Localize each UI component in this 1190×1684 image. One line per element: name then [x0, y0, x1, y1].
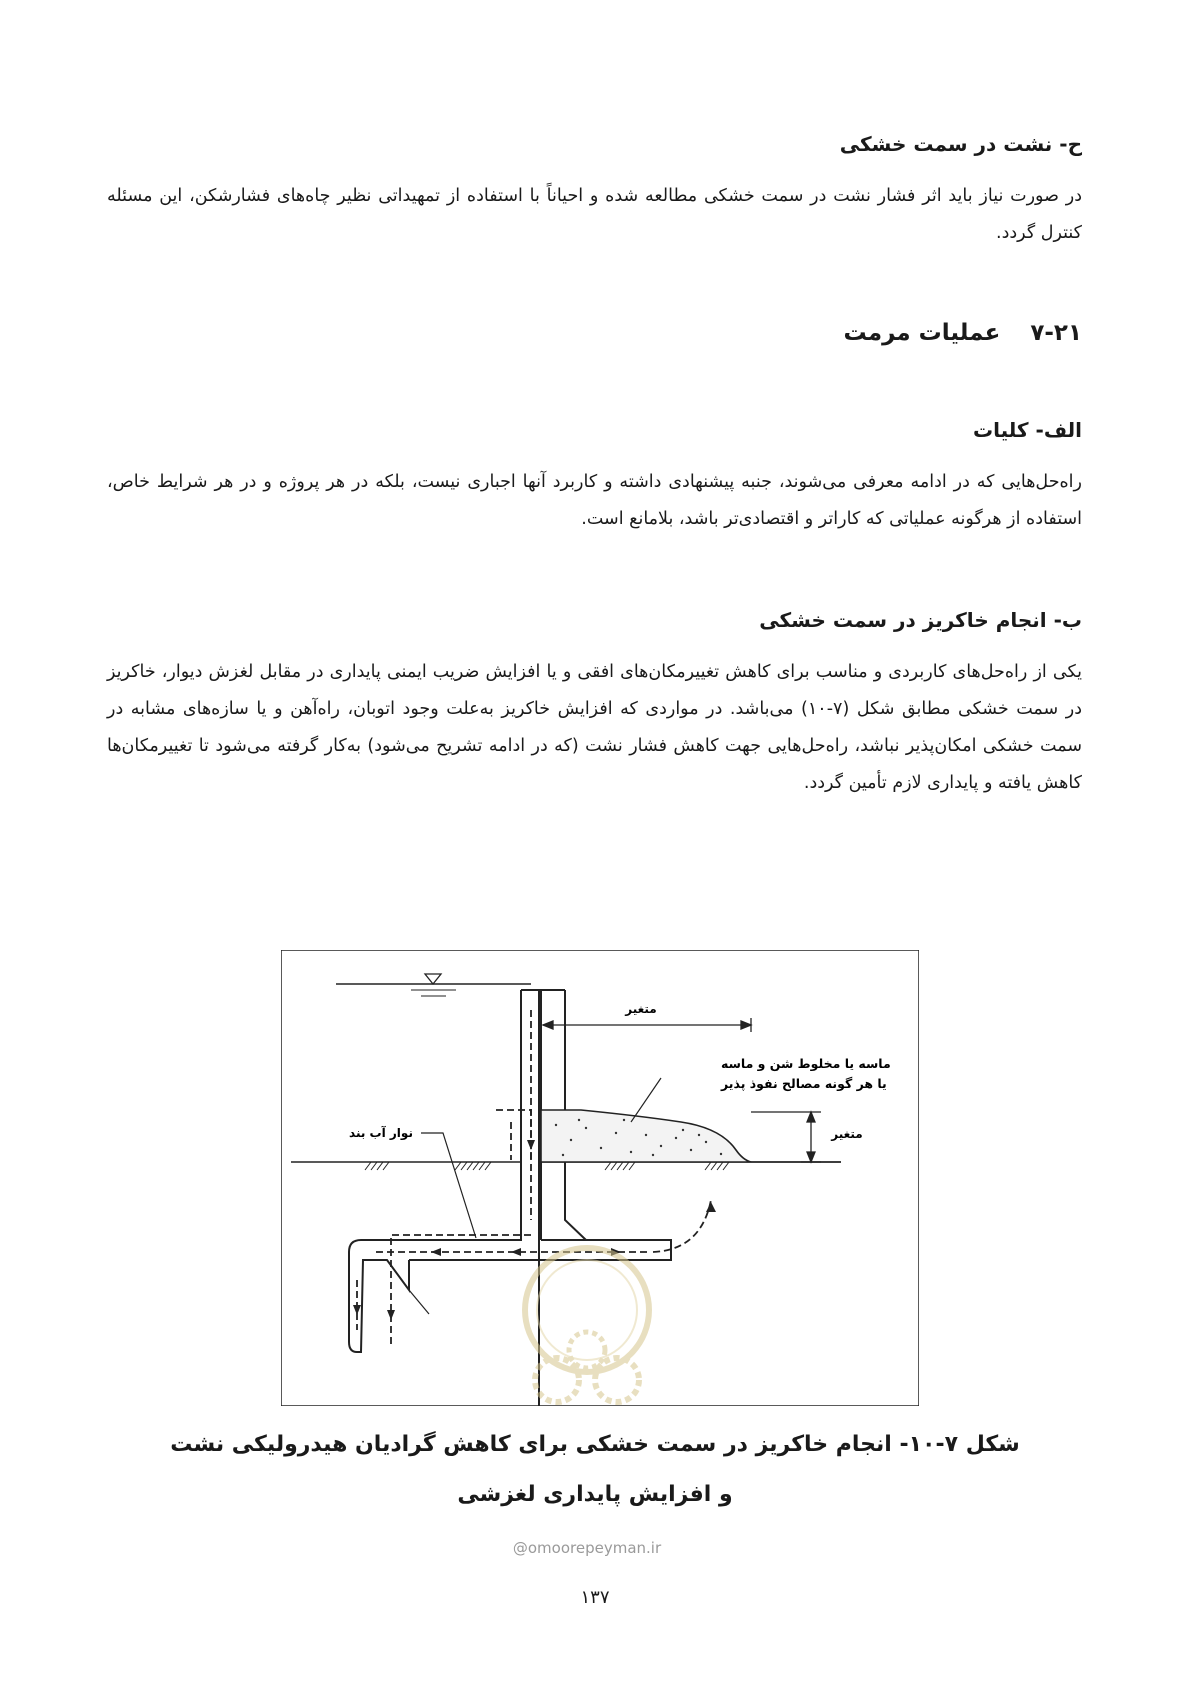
- section-heading-repair: [844, 320, 1082, 346]
- paragraph-seepage-dry-side: در صورت نیاز باید اثر فشار نشت در سمت خشکی مطالعه شده و احیاناً با استفاده از تمهیداتی نظیر چاه‌های فشارشکن، این مسئله کنترل گردد.: [107, 186, 1082, 243]
- paragraph-general: راه‌حل‌هایی که در ادامه معرفی می‌شوند، جنبه پیشنهادی داشته و کاربرد آنها اجباری نیست، بلکه در هر پروژه و در هر شرایط خاص، استفاده از هرگونه عملیاتی که کاراتر و اقتصادی‌تر باشد، بلامانع است.: [107, 472, 1082, 529]
- paragraph-backfill-dry-side: یکی از راه‌حل‌های کاربردی و مناسب برای کاهش تغییرمکان‌های افقی و یا افزایش ضریب ایمنی پایداری در مقابل لغزش دیوار، خاکریز در سمت خشکی مطابق شکل (۷-۱۰) می‌باشد. در مواردی که افزایش خاکریز به‌علت وجود اتوبان، راه‌آهن و یا سازه‌های مشابه در سمت خشکی امکان‌پذیر نباشد، راه‌حل‌هایی جهت کاهش فشار نشت (که در ادامه تشریح می‌شود) به‌کار گرفته می‌شود تا تغییرمکان‌ها کاهش یافته و پایداری لازم تأمین گردد.: [107, 662, 1083, 793]
- figure-caption-line2: و افزایش پایداری لغزشی: [457, 1482, 733, 1507]
- watermark-seal: [487, 1230, 687, 1430]
- label-height-variable: متغیر: [831, 1127, 863, 1141]
- label-material-line1: ماسه یا مخلوط شن و ماسه: [721, 1056, 891, 1071]
- watermark-url: @omoorepeyman.ir: [512, 1539, 662, 1557]
- figure-caption-line1: شکل ۷-۱۰- انجام خاکریز در سمت خشکی برای کاهش گرادیان هیدرولیکی نشت: [170, 1432, 1020, 1457]
- label-waterstop: نوار آب بند: [349, 1126, 413, 1140]
- section-number: ۷-۲۱: [1030, 320, 1082, 346]
- heading-general: الف- کلیات: [972, 418, 1082, 442]
- heading-backfill-dry-side: ب- انجام خاکریز در سمت خشکی: [759, 608, 1082, 632]
- label-material-line2: یا هر گونه مصالح نفوذ پذیر: [721, 1076, 887, 1091]
- page-number: ۱۳۷: [580, 1587, 610, 1608]
- label-width-variable: متغیر: [625, 1002, 657, 1016]
- heading-seepage-dry-side: ح- نشت در سمت خشکی: [839, 132, 1082, 156]
- section-title: عملیات مرمت: [843, 320, 1001, 346]
